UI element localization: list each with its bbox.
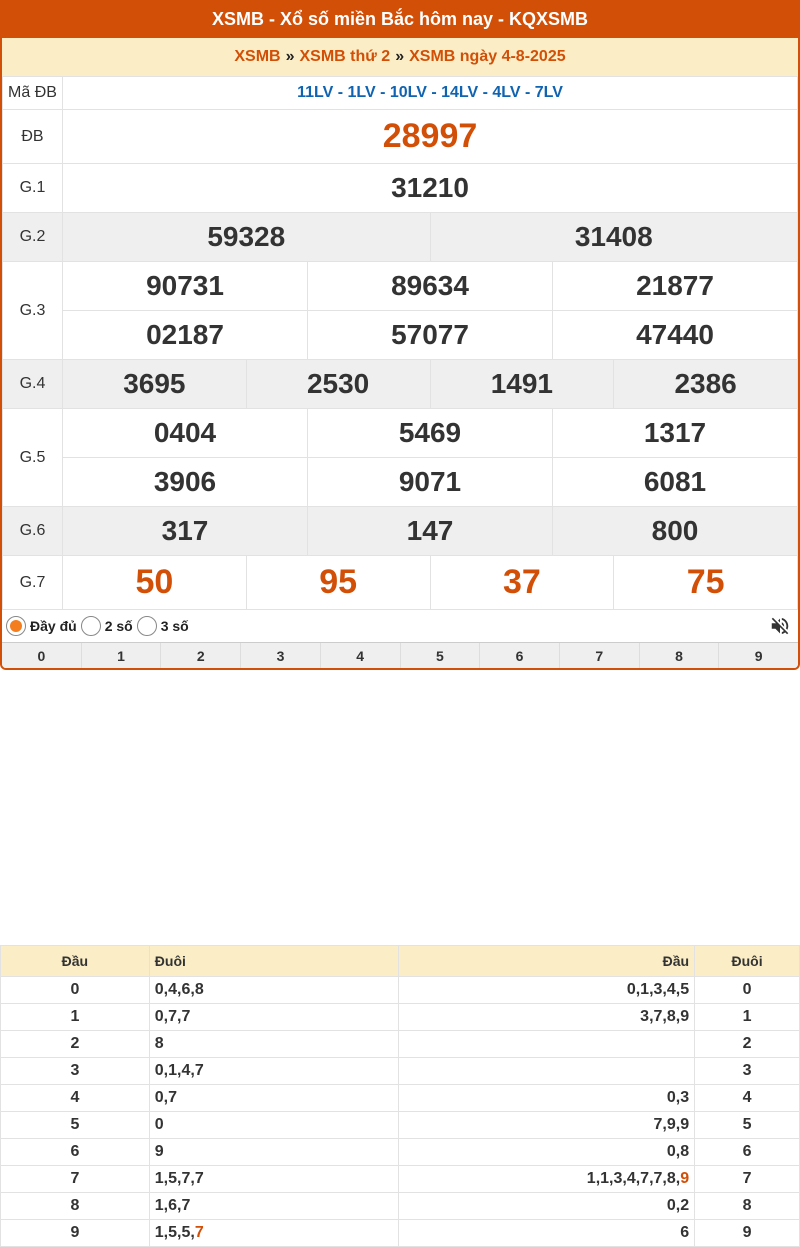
table-row	[1, 1031, 800, 1058]
loto-duoi-values: 0	[154, 1116, 164, 1133]
loto-dau-values: 0,3	[666, 1089, 690, 1106]
loto-duoi-values: 0,4,6,8	[154, 981, 204, 998]
prize-g3-number: 21877	[553, 262, 798, 311]
loto-head-cell	[399, 1031, 695, 1058]
loto-head-digit: 2	[1, 1031, 150, 1058]
loto-head-digit: 9	[1, 1220, 150, 1247]
loto-dau-values: 7,9,9	[653, 1116, 690, 1133]
loto-tail-cell	[149, 977, 399, 1004]
option-full-label: Đầy đủ	[30, 618, 77, 634]
volume-off-icon[interactable]	[768, 614, 792, 638]
results-table	[2, 76, 798, 610]
prize-g3-number: 57077	[308, 311, 553, 360]
option-3-digits[interactable]	[137, 616, 189, 636]
prize-label-g4: G.4	[3, 360, 63, 409]
prize-g5-number: 1317	[553, 409, 798, 458]
loto-tail-digit: 4	[695, 1085, 800, 1112]
loto-duoi-values: 0,7,7	[154, 1008, 191, 1025]
prize-label-g2: G.2	[3, 213, 63, 262]
loto-tail-digit: 0	[695, 977, 800, 1004]
loto-header-dau: Đầu	[1, 946, 150, 977]
digit-filter[interactable]: 2	[161, 643, 241, 670]
table-row	[1, 1139, 800, 1166]
prize-g1-number: 31210	[63, 164, 798, 213]
loto-head-digit: 1	[1, 1004, 150, 1031]
loto-tail-digit: 7	[695, 1166, 800, 1193]
loto-tail-cell	[149, 1085, 399, 1112]
breadcrumb-xsmb-thu2[interactable]: XSMB thứ 2	[299, 48, 391, 65]
loto-tail-digit: 6	[695, 1139, 800, 1166]
digit-filter[interactable]: 0	[2, 643, 82, 670]
loto-tail-cell	[149, 1193, 399, 1220]
breadcrumb-separator: »	[285, 48, 295, 65]
loto-tail-digit: 8	[695, 1193, 800, 1220]
digit-filter[interactable]: 9	[754, 648, 763, 664]
loto-tail-cell	[149, 1004, 399, 1031]
loto-highlight: 9	[680, 1170, 690, 1187]
loto-tail-cell	[149, 1112, 399, 1139]
loto-duoi-values: 0,1,4,7	[154, 1062, 204, 1079]
option-2-digits-label: 2 số	[104, 618, 133, 634]
loto-head-digit: 3	[1, 1058, 150, 1085]
prize-label-g5: G.5	[3, 409, 63, 507]
table-row	[1, 1166, 800, 1193]
loto-head-digit: 6	[1, 1139, 150, 1166]
table-row	[1, 1220, 800, 1247]
breadcrumb-xsmb-date[interactable]: XSMB ngày 4-8-2025	[409, 48, 566, 65]
prize-g2-number: 31408	[430, 213, 798, 262]
breadcrumb-separator: »	[395, 48, 405, 65]
table-row	[1, 1193, 800, 1220]
loto-tail-digit: 1	[695, 1004, 800, 1031]
loto-tail-digit: 5	[695, 1112, 800, 1139]
loto-head-cell	[399, 1004, 695, 1031]
loto-dau-values: 0,2	[666, 1197, 690, 1214]
loto-tail-digit: 9	[695, 1220, 800, 1247]
prize-g7-number: 37	[430, 556, 614, 610]
loto-tail-cell	[149, 1058, 399, 1085]
radio-3-digits[interactable]	[137, 616, 157, 636]
prize-g5-number: 6081	[553, 458, 798, 507]
prize-g6-number: 800	[553, 507, 798, 556]
prize-g7-number: 95	[246, 556, 430, 610]
page-title: XSMB - Xổ số miền Bắc hôm nay - KQXSMB	[2, 0, 798, 38]
option-2-digits[interactable]	[81, 616, 133, 636]
table-row	[1, 1004, 800, 1031]
loto-head-cell	[399, 1085, 695, 1112]
digit-filter[interactable]: 7	[560, 643, 640, 670]
prize-label-g1: G.1	[3, 164, 63, 213]
loto-head-digit: 0	[1, 977, 150, 1004]
loto-head-digit: 8	[1, 1193, 150, 1220]
prize-g4-number: 3695	[63, 360, 247, 409]
loto-dau-values: 1,1,3,4,7,7,8,	[586, 1170, 681, 1187]
loto-head-cell	[399, 1112, 695, 1139]
loto-duoi-values: 9	[154, 1143, 164, 1160]
loto-dau-values: 0,1,3,4,5	[626, 981, 690, 998]
prize-g4-number: 2530	[246, 360, 430, 409]
loto-head-cell	[399, 977, 695, 1004]
digit-filter[interactable]: 1	[82, 643, 162, 670]
loto-tail-cell	[149, 1220, 399, 1247]
loto-duoi-values: 8	[154, 1035, 164, 1052]
prize-g3-number: 47440	[553, 311, 798, 360]
prize-g5-number: 0404	[63, 409, 308, 458]
loto-table	[0, 945, 800, 1247]
loto-head-digit: 4	[1, 1085, 150, 1112]
loto-header-duoi: Đuôi	[695, 946, 800, 977]
prize-g6-number: 147	[308, 507, 553, 556]
loto-header-dau: Đầu	[399, 946, 695, 977]
digit-filter[interactable]: 8	[640, 643, 720, 670]
loto-tail-cell	[149, 1031, 399, 1058]
loto-header-duoi: Đuôi	[149, 946, 399, 977]
loto-head-cell	[399, 1166, 695, 1193]
ma-db-label: Mã ĐB	[3, 77, 63, 110]
loto-highlight: 7	[194, 1224, 204, 1241]
loto-tail-cell	[149, 1166, 399, 1193]
digit-filter-bar	[2, 642, 798, 670]
prize-g7-number: 75	[614, 556, 798, 610]
loto-dau-values: 3,7,8,9	[640, 1008, 690, 1025]
loto-head-cell	[399, 1139, 695, 1166]
loto-duoi-values: 0,7	[154, 1089, 178, 1106]
prize-g3-number: 02187	[63, 311, 308, 360]
display-options	[2, 610, 798, 642]
prize-db-number: 28997	[63, 110, 798, 164]
table-row	[1, 977, 800, 1004]
loto-tail-digit: 3	[695, 1058, 800, 1085]
loto-duoi-values: 1,5,5,	[154, 1224, 195, 1241]
prize-g5-number: 3906	[63, 458, 308, 507]
prize-g4-number: 2386	[614, 360, 798, 409]
loto-head-cell	[399, 1193, 695, 1220]
loto-duoi-values: 1,6,7	[154, 1197, 191, 1214]
prize-g3-number: 89634	[308, 262, 553, 311]
loto-dau-values: 6	[680, 1224, 690, 1241]
loto-tail-cell	[149, 1139, 399, 1166]
digit-filter[interactable]: 3	[241, 643, 321, 670]
loto-dau-values: 0,8	[666, 1143, 690, 1160]
radio-full[interactable]	[6, 616, 26, 636]
prize-label-g6: G.6	[3, 507, 63, 556]
loto-duoi-values: 1,5,7,7	[154, 1170, 204, 1187]
prize-g6-number: 317	[63, 507, 308, 556]
prize-g4-number: 1491	[430, 360, 614, 409]
ma-db-value: 11LV - 1LV - 10LV - 14LV - 4LV - 7LV	[63, 77, 798, 110]
breadcrumb-xsmb[interactable]: XSMB	[234, 48, 281, 65]
loto-head-cell	[399, 1058, 695, 1085]
prize-label-g7: G.7	[3, 556, 63, 610]
loto-head-digit: 5	[1, 1112, 150, 1139]
prize-g7-number: 50	[63, 556, 247, 610]
radio-2-digits[interactable]	[81, 616, 101, 636]
digit-filter[interactable]: 5	[401, 643, 481, 670]
digit-filter[interactable]: 4	[321, 643, 401, 670]
table-row	[1, 1085, 800, 1112]
prize-g5-number: 5469	[308, 409, 553, 458]
loto-head-digit: 7	[1, 1166, 150, 1193]
prize-g3-number: 90731	[63, 262, 308, 311]
digit-filter[interactable]: 6	[480, 643, 560, 670]
option-full[interactable]	[6, 616, 77, 636]
prize-g5-number: 9071	[308, 458, 553, 507]
breadcrumb	[2, 38, 798, 76]
table-row	[1, 1112, 800, 1139]
prize-label-db: ĐB	[3, 110, 63, 164]
table-row	[1, 1058, 800, 1085]
prize-label-g3: G.3	[3, 262, 63, 360]
loto-tail-digit: 2	[695, 1031, 800, 1058]
prize-g2-number: 59328	[63, 213, 431, 262]
loto-head-cell	[399, 1220, 695, 1247]
option-3-digits-label: 3 số	[160, 618, 189, 634]
